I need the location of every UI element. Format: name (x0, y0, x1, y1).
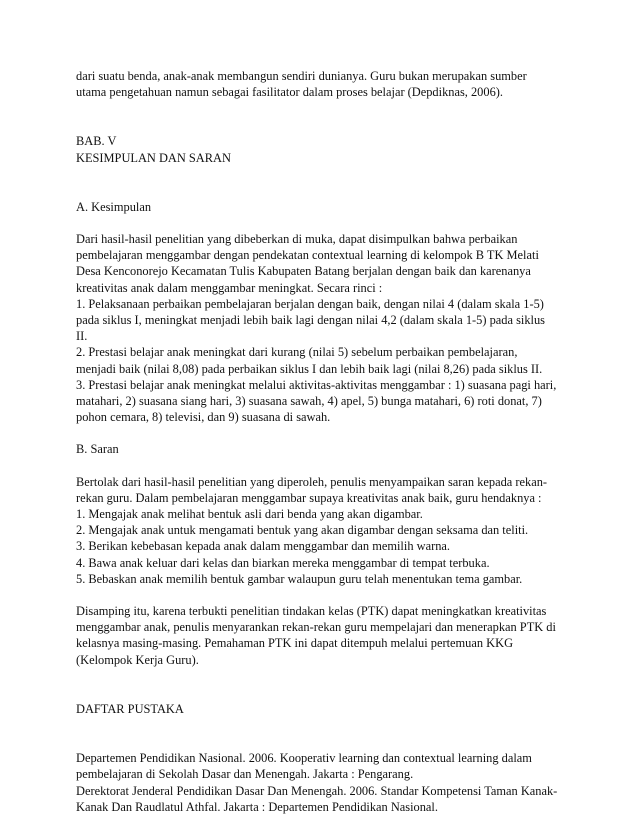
chapter-title: KESIMPULAN DAN SARAN (76, 150, 231, 165)
text-line: kreativitas anak dalam menggambar meningkat. Secara rinci : (76, 280, 383, 295)
kesimpulan-paragraph (76, 231, 576, 425)
text-line: dari suatu benda, anak-anak membangun sendiri dunianya. Guru bukan merupakan sumber (76, 69, 527, 83)
intro-paragraph (76, 68, 576, 100)
text-line: pohon cemara, 8) televisi, dan 9) suasana di sawah. (76, 410, 331, 425)
text-line: Bertolak dari hasil-hasil penelitian yang diperoleh, penulis menyampaikan saran kepada rekan- (76, 474, 548, 489)
text-line: 5. Bebaskan anak memilih bentuk gambar walaupun guru telah menentukan tema gambar. (76, 571, 523, 586)
text-line: rekan guru. Dalam pembelajaran menggambar supaya kreativitas anak baik, guru hendaknya : (76, 490, 542, 505)
document-body (76, 68, 576, 815)
text-line: matahari, 2) suasana siang hari, 3) suasana sawah, 4) apel, 5) bunga matahari, 6) roti donat, 7) (76, 394, 542, 409)
text-line: utama pengetahuan namun sebagai fasilitator dalam proses belajar (Depdiknas, 2006). (76, 85, 503, 100)
references-list (76, 750, 576, 815)
section-heading-kesimpulan: A. Kesimpulan (76, 199, 152, 214)
section-heading-saran: B. Saran (76, 442, 119, 457)
text-line: 1. Mengajak anak melihat bentuk asli dari benda yang akan digambar. (76, 507, 423, 522)
text-line: menggambar anak, penulis menyarankan rekan-rekan guru mempelajari dan menerapkan PTK di (76, 620, 556, 635)
text-line: 3. Prestasi belajar anak meningkat melalui aktivitas-aktivitas menggambar : 1) suasana pagi hari, (76, 377, 557, 392)
chapter-heading (76, 133, 576, 165)
reference-line: Kanak Dan Raudlatul Athfal. Jakarta : Departemen Pendidikan Nasional. (76, 799, 438, 814)
text-line: 3. Berikan kebebasan kepada anak dalam menggambar dan memilih warna. (76, 539, 450, 554)
text-line: Disamping itu, karena terbukti penelitian tindakan kelas (PTK) dapat meningkatkan kreativitas (76, 604, 547, 619)
text-line: 2. Mengajak anak untuk mengamati bentuk yang akan digambar dengan seksama dan teliti. (76, 523, 529, 538)
chapter-number: BAB. V (76, 134, 117, 149)
text-line: Dari hasil-hasil penelitian yang dibeberkan di muka, dapat disimpulkan bahwa perbaikan (76, 232, 518, 247)
text-line: menjadi baik (nilai 8,08) pada perbaikan siklus I dan lebih baik lagi (nilai 8,26) pada siklus II. (76, 361, 543, 376)
reference-line: pembelajaran di Sekolah Dasar dan Menengah. Jakarta : Pengarang. (76, 767, 414, 782)
text-line: II. (76, 329, 88, 344)
text-line: 2. Prestasi belajar anak meningkat dari kurang (nilai 5) sebelum perbaikan pembelajaran, (76, 345, 518, 360)
text-line: pembelajaran menggambar dengan pendekatan contextual learning di kelompok B TK Melati (76, 248, 539, 263)
references-heading: DAFTAR PUSTAKA (76, 701, 184, 716)
saran-closing-paragraph (76, 603, 576, 668)
reference-line: Derektorat Jenderal Pendidikan Dasar Dan Menengah. 2006. Standar Kompetensi Taman Kanak- (76, 783, 558, 798)
text-line: pada siklus I, meningkat menjadi lebih baik lagi dengan nilai 4,2 (dalam skala 1-5) pada siklus (76, 313, 546, 328)
text-line: 1. Pelaksanaan perbaikan pembelajaran berjalan dengan baik, dengan nilai 4 (dalam skala 1-5) (76, 296, 544, 311)
saran-paragraph (76, 474, 576, 587)
text-line: (Kelompok Kerja Guru). (76, 652, 199, 667)
reference-line: Departemen Pendidikan Nasional. 2006. Kooperativ learning dan contextual learning dalam (76, 751, 532, 766)
text-line: Desa Kenconorejo Kecamatan Tulis Kabupaten Batang berjalan dengan baik dan karenanya (76, 264, 531, 279)
text-line: kelasnya masing-masing. Pemahaman PTK ini dapat ditempuh melalui pertemuan KKG (76, 636, 514, 651)
text-line: 4. Bawa anak keluar dari kelas dan biarkan mereka menggambar di tempat terbuka. (76, 555, 490, 570)
